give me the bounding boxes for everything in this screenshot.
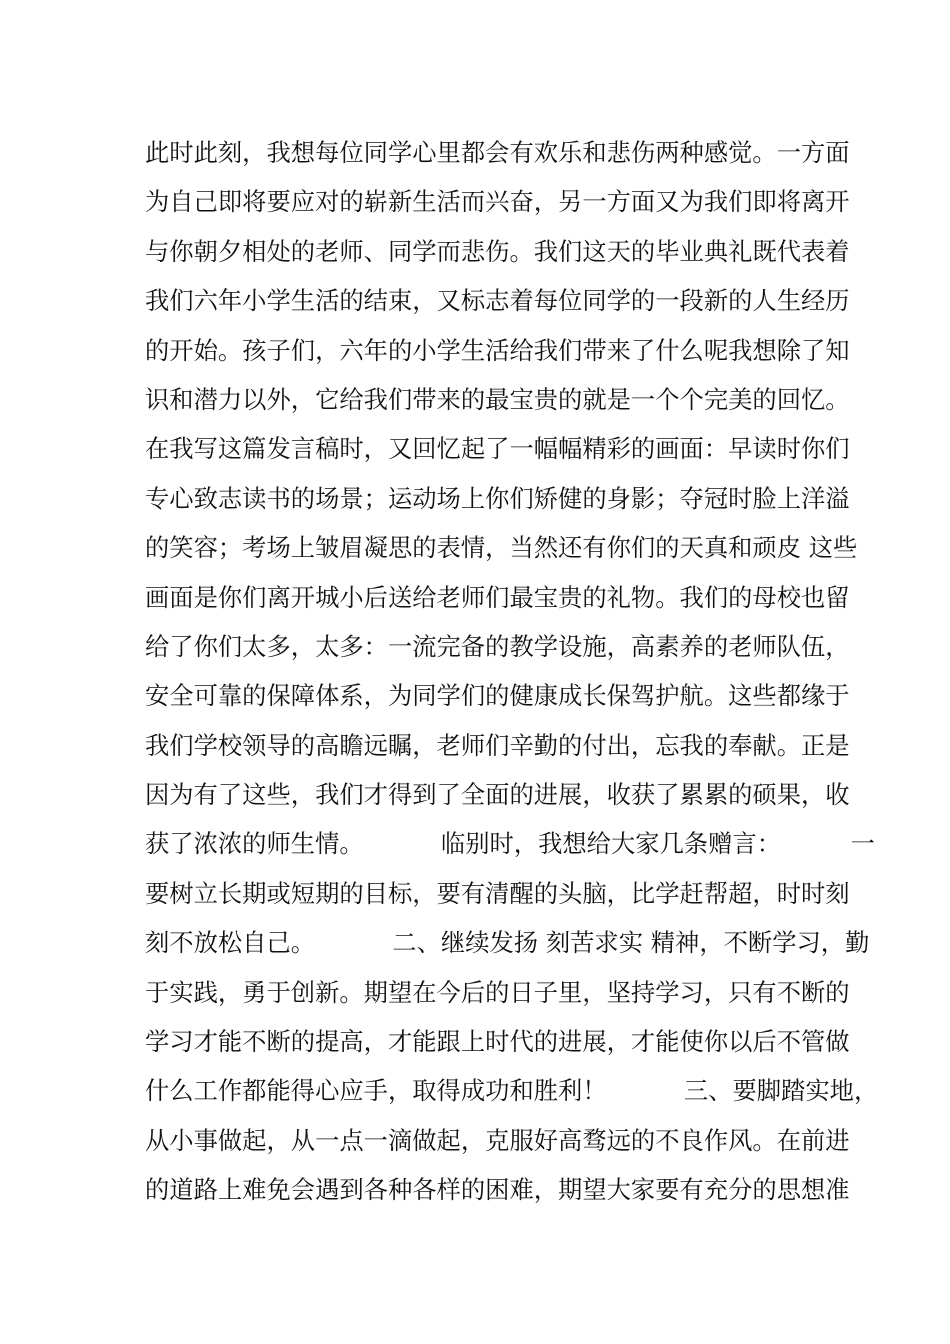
text-line: 此时此刻，我想每位同学心里都会有欢乐和悲伤两种感觉。一方面 <box>145 138 850 167</box>
text-line: 的开始。孩子们，六年的小学生活给我们带来了什么呢我想除了知 <box>145 335 850 365</box>
text-line: 什么工作都能得心应手，取得成功和胜利！ 三、要脚踏实地， <box>145 1076 879 1106</box>
text-line: 我们六年小学生活的结束，又标志着每位同学的一段新的人生经历 <box>145 286 850 316</box>
text-line: 因为有了这些，我们才得到了全面的进展，收获了累累的硕果，收 <box>145 780 850 810</box>
text-line: 安全可靠的保障体系，为同学们的健康成长保驾护航。这些都缘于 <box>145 681 850 711</box>
text-line: 识和潜力以外，它给我们带来的最宝贵的就是一个个完美的回忆。 <box>145 384 850 414</box>
text-line: 给了你们太多，太多：一流完备的教学设施，高素养的老师队伍， <box>145 631 850 661</box>
text-line: 从小事做起，从一点一滴做起，克服好高骛远的不良作风。在前进 <box>145 1125 850 1155</box>
text-line: 画面是你们离开城小后送给老师们最宝贵的礼物。我们的母校也留 <box>145 582 850 612</box>
text-line: 的笑容；考场上皱眉凝思的表情，当然还有你们的天真和顽皮 这些 <box>145 533 858 563</box>
text-line: 为自己即将要应对的崭新生活而兴奋，另一方面又为我们即将离开 <box>145 187 850 217</box>
text-line: 的道路上难免会遇到各种各样的困难，期望大家要有充分的思想准 <box>145 1175 850 1205</box>
body-text <box>145 133 879 1220</box>
text-line: 专心致志读书的场景；运动场上你们矫健的身影；夺冠时脸上洋溢 <box>145 483 850 513</box>
text-line: 在我写这篇发言稿时，又回忆起了一幅幅精彩的画面：早读时你们 <box>145 434 850 464</box>
text-line: 于实践，勇于创新。期望在今后的日子里，坚持学习，只有不断的 <box>145 977 850 1007</box>
text-line: 与你朝夕相处的老师、同学而悲伤。我们这天的毕业典礼既代表着 <box>145 236 850 266</box>
text-line: 获了浓浓的师生情。 临别时，我想给大家几条赠言： 一 <box>145 829 875 859</box>
text-line: 刻不放松自己。 二、继续发扬 刻苦求实 精神，不断学习，勤 <box>145 928 870 958</box>
text-line: 学习才能不断的提高，才能跟上时代的进展，才能使你以后不管做 <box>145 1027 850 1057</box>
text-line: 我们学校领导的高瞻远瞩，老师们辛勤的付出，忘我的奉献。正是 <box>145 730 850 760</box>
text-line: 要树立长期或短期的目标，要有清醒的头脑，比学赶帮超，时时刻 <box>145 878 850 908</box>
